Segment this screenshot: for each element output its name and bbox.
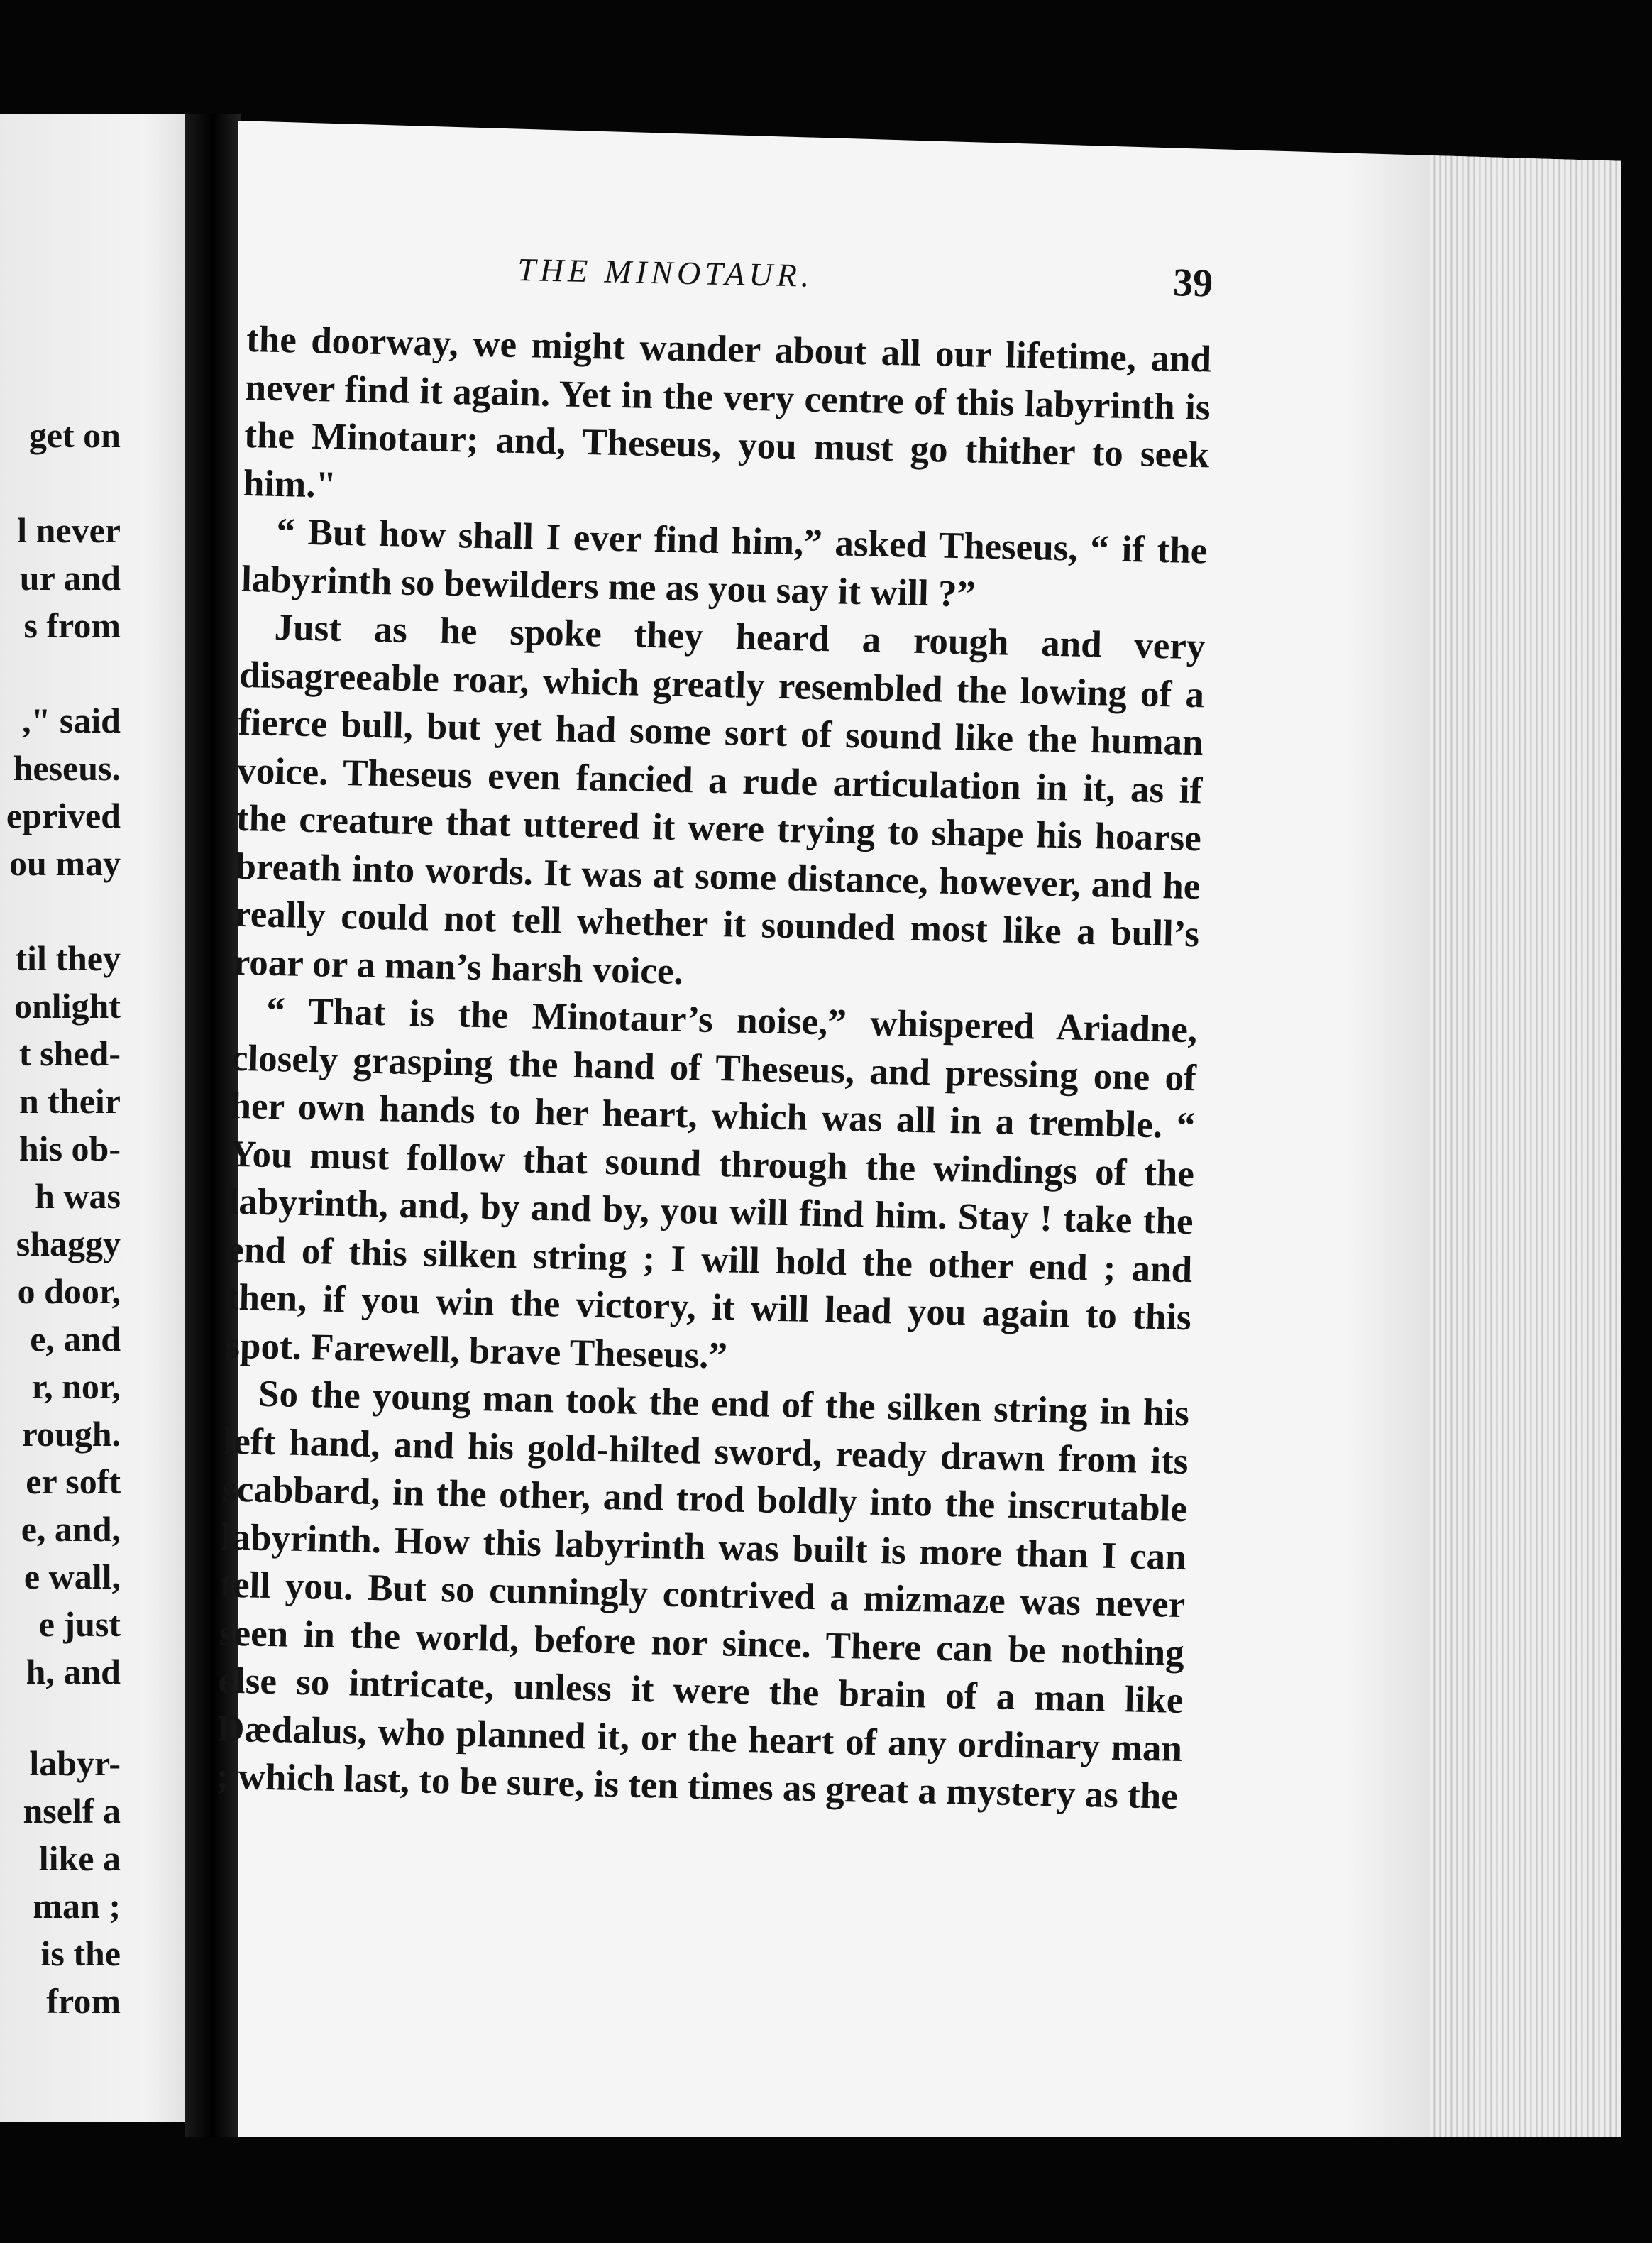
left-line: h was [35, 1176, 121, 1216]
left-line: like a [38, 1838, 121, 1878]
page-edge-shadow [1345, 121, 1430, 2137]
body-text [216, 316, 1212, 1821]
paragraph: So the young man took the end of the silken string in his left hand, and his gold-hilted sword, ready drawn from its scabbard, in the other, and trod boldly into the inscrutable labyrinth. How this labyrinth was built is more than I can tell you. But so cunningly contrived a mizmaze was never seen in the world, before nor since. There can be nothing else so intricate, unless it were the brain of a man like Dædalus, who planned it, or the heart of any ordinary man ; which last, to be sure, is ten times as great a mystery as the [216, 1373, 1190, 1817]
left-line: is the [40, 1934, 121, 1973]
left-line: ou may [9, 843, 121, 883]
left-line: s from [23, 605, 121, 645]
paragraph: the doorway, we might wander about all our lifetime, and never find it again. Yet in the very centre of this labyrinth is the Minotaur; and, Theseus, you must go thither to seek him." [243, 318, 1212, 506]
left-line: l never [17, 510, 121, 550]
running-title: THE MINOTAUR. [517, 251, 814, 294]
left-line: eprived [6, 796, 121, 835]
left-line: til they [15, 938, 121, 978]
left-line: nself a [23, 1791, 121, 1831]
left-line: n their [18, 1081, 121, 1121]
left-line: er soft [26, 1461, 121, 1501]
left-line: get on [28, 415, 121, 455]
left-line [0, 1696, 121, 1740]
left-line: his ob- [18, 1129, 121, 1168]
left-line: ," said [22, 701, 121, 740]
left-line: t shed- [18, 1033, 121, 1073]
left-line: rough. [21, 1414, 121, 1454]
left-line: ur and [19, 558, 121, 598]
left-line [0, 887, 121, 935]
left-line [0, 649, 121, 697]
left-line: e, and [30, 1319, 121, 1359]
left-line: man ; [33, 1886, 121, 1926]
paragraph: “ That is the Minotaur’s noise,” whispered Ariadne, closely grasping the hand of Theseus, and pressing one of her own hands to her heart, which was all in a tremble. “ You must follow that sound through the windings of the labyrinth, and, by and by, you will find him. Stay ! take the end of this silken string ; I will hold the other end ; and then, if you win the victory, it will lead you again to this spot. Farewell, brave Theseus.” [224, 989, 1198, 1376]
page-stack-edge [1430, 121, 1621, 2137]
left-line: shaggy [16, 1224, 121, 1263]
page-number: 39 [1172, 261, 1213, 306]
left-line: r, nor, [31, 1366, 121, 1406]
left-line: o door, [17, 1271, 121, 1311]
left-line: from [46, 1981, 121, 2021]
paragraph: “ But how shall I ever find him,” asked Theseus, “ if the labyrinth so bewilders me as you say it will ?” [241, 510, 1208, 615]
previous-page [0, 114, 206, 2122]
paragraph: Just as he spoke they heard a rough and very disagreeable roar, which greatly resembled the lowing of a fierce bull, but yet had some sort of sound like the human voice. Theseus even fancied a rude articulation in it, as if the creature that uttered it were trying to shape his hoarse breath into words. It was at some distance, however, and he really could not tell whether it sounded most like a bull’s roar or a man’s harsh voice. [233, 606, 1206, 992]
page-content [216, 245, 1213, 1821]
left-line [0, 459, 121, 507]
left-line: onlight [13, 986, 121, 1026]
left-line: e wall, [23, 1557, 121, 1596]
left-line: heseus. [13, 748, 121, 788]
left-line: e, and, [21, 1509, 121, 1549]
left-line: e just [38, 1604, 121, 1644]
previous-page-text [0, 412, 121, 2025]
left-line: h, and [26, 1652, 121, 1691]
left-line: labyr- [29, 1743, 121, 1783]
